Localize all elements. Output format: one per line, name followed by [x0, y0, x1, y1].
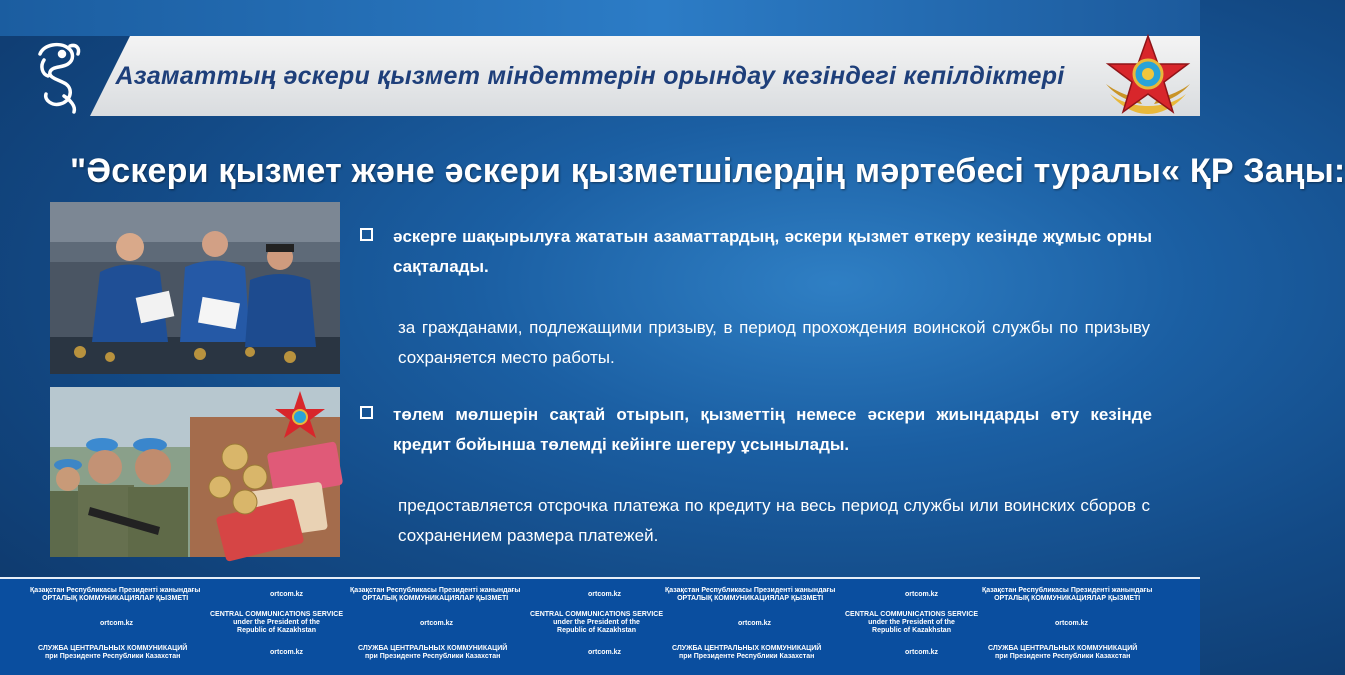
guarantee-ru-text: предоставляется отсрочка платежа по кредиту на весь период службы или воинских сборов с сохранением размера платежей.: [398, 496, 1150, 545]
law-heading: "Әскери қызмет және әскери қызметшілердің мәртебесі туралы« ҚР Заңы:: [70, 152, 1345, 190]
footer-ru-label: СЛУЖБА ЦЕНТРАЛЬНЫХ КОММУНИКАЦИЙ при Президенте Республики Казахстан: [358, 645, 508, 660]
military-star-emblem-icon: [1102, 34, 1194, 120]
top-band: [0, 0, 1200, 36]
footer-en-label: CENTRAL COMMUNICATIONS SERVICE under the President of the Republic of Kazakhstan: [530, 611, 664, 634]
footer-site: ortcom.kz: [420, 620, 454, 627]
checkbox-bullet-icon: [360, 406, 373, 419]
footer-ru-label: СЛУЖБА ЦЕНТРАЛЬНЫХ КОММУНИКАЦИЙ при Президенте Республики Казахстан: [988, 645, 1138, 660]
guarantee-kz-text: әскерге шақырылуға жататын азаматтардың, әскери қызмет өткеру кезінде жұмыс орны сақталады.: [393, 227, 1152, 276]
factory-workers-photo: [50, 202, 340, 374]
footer-watermark-band: [0, 577, 1200, 675]
page-title: Азаматтың әскери қызмет міндеттерін орындау кезіндегі кепілдіктері: [115, 61, 1065, 90]
footer-kz-label: Қазақстан Республикасы Президенті жанындағы ОРТАЛЫҚ КОММУНИКАЦИЯЛАР ҚЫЗМЕТІ: [982, 587, 1153, 602]
footer-site: ortcom.kz: [905, 649, 939, 656]
soldiers-credit-cards-photo: [50, 387, 340, 557]
checkbox-bullet-icon: [360, 228, 373, 241]
footer-ru-label: СЛУЖБА ЦЕНТРАЛЬНЫХ КОММУНИКАЦИЙ при Президенте Республики Казахстан: [38, 645, 188, 660]
footer-en-label: CENTRAL COMMUNICATIONS SERVICE under the President of the Republic of Kazakhstan: [210, 611, 344, 634]
footer-site: ortcom.kz: [588, 591, 622, 598]
footer-ru-label: СЛУЖБА ЦЕНТРАЛЬНЫХ КОММУНИКАЦИЙ при Президенте Республики Казахстан: [672, 645, 822, 660]
footer-kz-label: Қазақстан Республикасы Президенті жанындағы ОРТАЛЫҚ КОММУНИКАЦИЯЛАР ҚЫЗМЕТІ: [665, 587, 836, 602]
guarantee-item-1: [360, 222, 1152, 282]
guarantee-ru-text: за гражданами, подлежащими призыву, в период прохождения воинской службы по призыву сохраняется место работы.: [398, 318, 1150, 367]
footer-site: ortcom.kz: [100, 620, 134, 627]
footer-site: ortcom.kz: [738, 620, 772, 627]
footer-site: ortcom.kz: [1055, 620, 1089, 627]
snow-leopard-logo-icon: [30, 36, 88, 116]
guarantee-item-2: [360, 400, 1152, 460]
footer-kz-label: Қазақстан Республикасы Президенті жанындағы ОРТАЛЫҚ КОММУНИКАЦИЯЛАР ҚЫЗМЕТІ: [350, 587, 521, 602]
footer-site: ortcom.kz: [905, 591, 939, 598]
footer-site: ortcom.kz: [270, 591, 304, 598]
guarantee-kz-text: төлем мөлшерін сақтай отырып, қызметтің немесе әскери жиындарды өту кезінде кредит бойынша төлемді кейінге шегеру ұсынылады.: [393, 405, 1152, 454]
footer-site: ortcom.kz: [588, 649, 622, 656]
footer-en-label: CENTRAL COMMUNICATIONS SERVICE under the President of the Republic of Kazakhstan: [845, 611, 979, 634]
footer-kz-label: Қазақстан Республикасы Президенті жанындағы ОРТАЛЫҚ КОММУНИКАЦИЯЛАР ҚЫЗМЕТІ: [30, 587, 201, 602]
footer-site: ortcom.kz: [270, 649, 304, 656]
